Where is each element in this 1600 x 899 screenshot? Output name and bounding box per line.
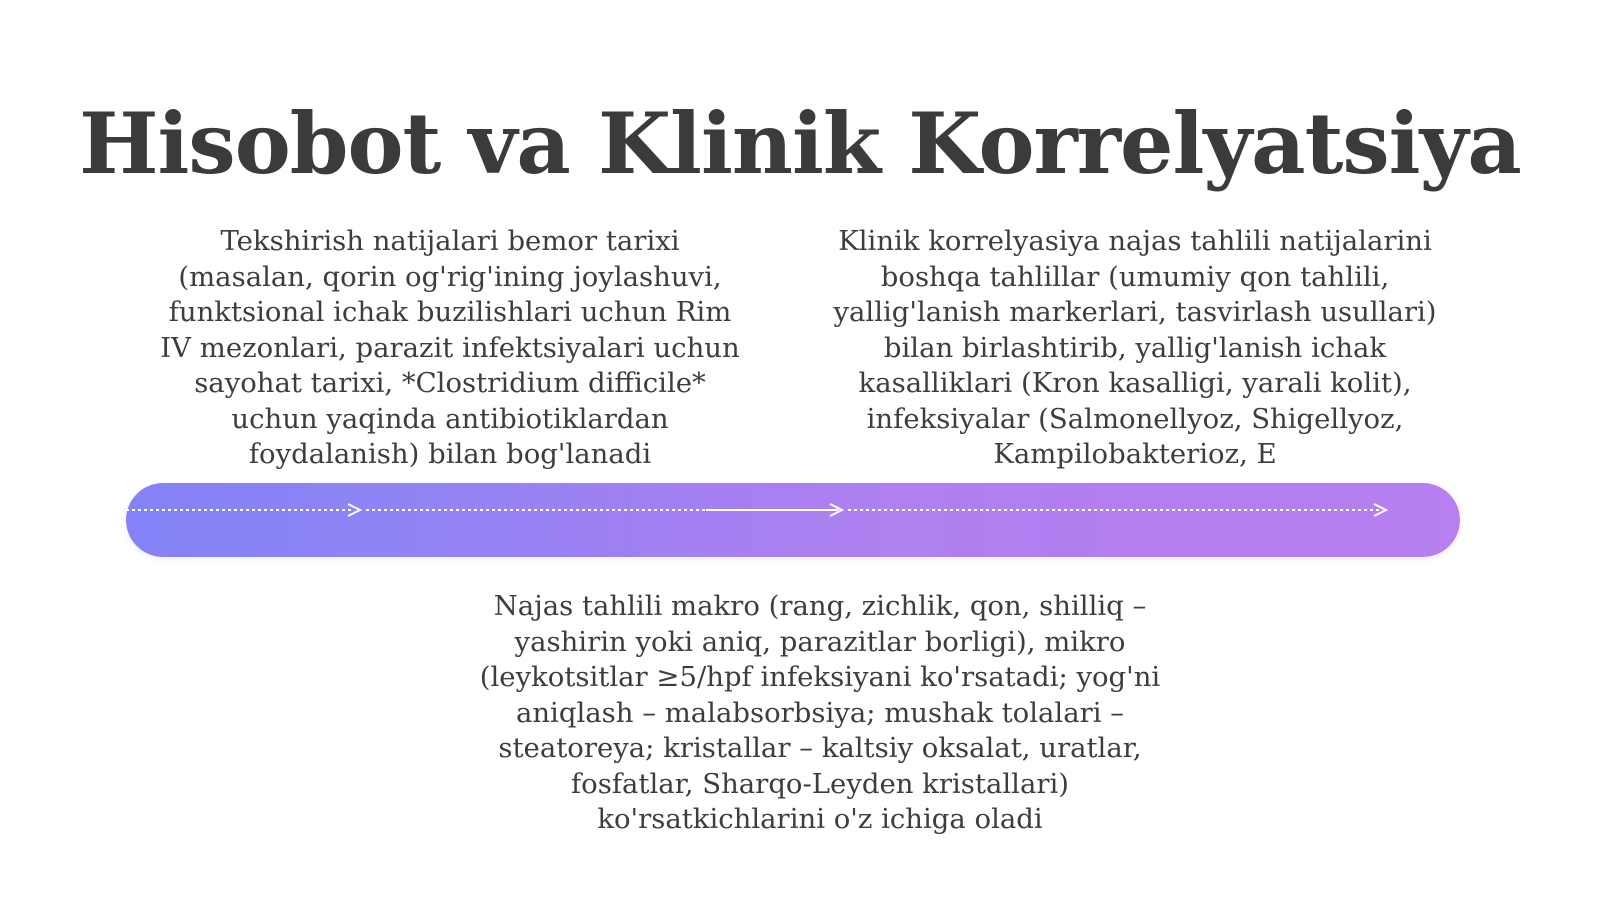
timeline-bar — [126, 483, 1460, 557]
text-block-history: Tekshirish natijalari bemor tarixi (masalan, qorin og'rig'ining joylashuvi, funktsional ichak buzilishlari uchun Rim IV mezonlari, parazit infektsiyalari uchun sayohat tarixi, *Clostridium difficile* uchun yaqinda antibiotiklardan foydalanish) bilan bog'lanadi — [160, 225, 740, 470]
slide-title: Hisobot va Klinik Korrelyatsiya — [79, 94, 1521, 194]
text-block-stool-analysis: Najas tahlili makro (rang, zichlik, qon, shilliq – yashirin yoki aniq, parazitlar borligi), mikro (leykotsitlar ≥5/hpf infeksiyani ko'rsatadi; yog'ni aniqlash – malabsorbsiya; mushak tolalari – steatoreya; kristallar – kaltsiy oksalat, uratlar, fosfatlar, Sharqo-Leyden kristallari) ko'rsatkichlarini o'z ichiga oladi — [479, 590, 1161, 835]
timeline-arrows — [126, 483, 1460, 557]
text-block-clinical-correlation: Klinik korrelyasiya najas tahlili natijalarini boshqa tahlillar (umumiy qon tahlili, yallig'lanish markerlari, tasvirlash usullari) bilan birlashtirib, yallig'lanish ichak kasalliklari (Kron kasalligi, yarali kolit), infeksiyalar (Salmonellyoz, Shigellyoz, Kampilobakterioz, E — [833, 225, 1437, 470]
